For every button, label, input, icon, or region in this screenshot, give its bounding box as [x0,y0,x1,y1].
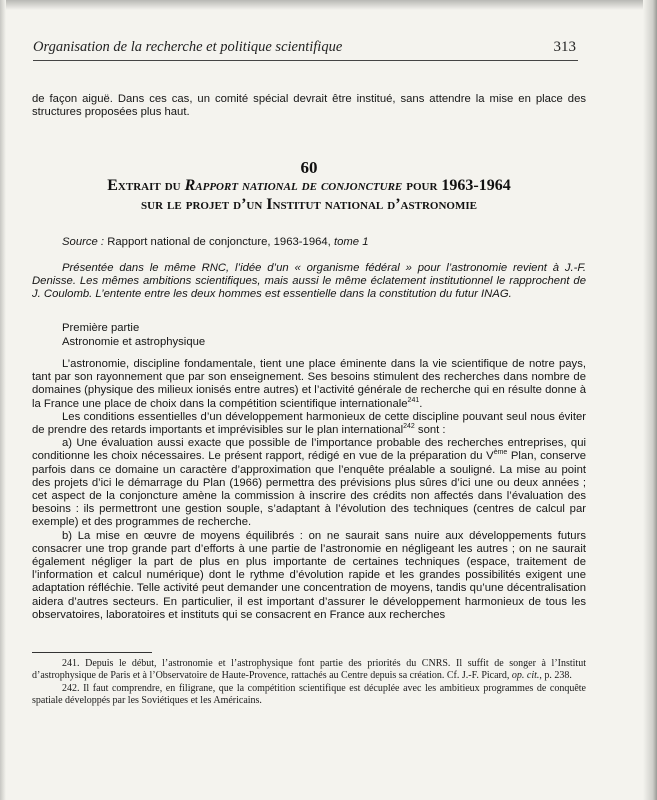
part-subtitle: Astronomie et astrophysique [62,335,206,348]
paragraph-1-text: L’astronomie, discipline fondamentale, tient une place éminente dans la vie scientifique de notre pays, tant par son rayonnement que par son enseignement. Ses besoins stimulent des recherches dans nombre de domaines (physique des milieux ionisés entre autres) et l’activité générale de recherche qui en résulte donne à la France une place de choix dans la compétition scientifique internationale [32,358,586,410]
source-line [62,236,369,248]
page-number: 313 [553,39,576,55]
continuation-paragraph: de façon aiguë. Dans ces cas, un comité spécial devrait être institué, sans attendre la mise en place des structures proposées plus haut. [32,93,586,119]
footnote-241-citation: op. cit. [511,670,540,682]
source-text: Rapport national de conjoncture, 1963-1964, [104,236,334,248]
paragraph-2 [32,411,586,437]
footnote-ref-241: 241 [407,396,420,404]
running-title: Organisation de la recherche et politique scientifique [33,39,343,55]
paragraph-2-text: Les conditions essentielles d’un développement harmonieux de cette discipline pouvant seul nous éviter de prendre des retards importants et imprévisibles sur le plan international [32,410,586,437]
editorial-introduction: Présentée dans le même RNC, l’idée d’un « organisme fédéral » pour l’astronomie revient à J.-F. Denisse. Les mêmes ambitions scientifiques, mais aussi le même éclatement institutionnel le rapprochent de J. Coulomb. L’entente entre les deux hommes est essentielle dans la constitution du futur INAG. [32,262,586,301]
source-label: Source : [62,236,105,248]
paragraph-a-text: a) Une évaluation aussi exacte que possible de l’importance probable des recherches entreprises, qui conditionne les choix nécessaires. Le présent rapport, rédigé en vue de la préparation du V [32,437,586,463]
scan-shadow-right [643,0,657,800]
footnote-241-page: , p. 238. [539,670,572,682]
footnote-241 [32,658,586,683]
part-title: Première partie [62,322,140,334]
footnote-ref-242: 242 [403,423,415,431]
document-number: 60 [300,158,318,177]
footnotes [32,658,586,707]
paragraph-b: b) La mise en œuvre de moyens équilibrés : on ne saurait sans nuire aux développements futurs consacrer une trop grande part d’efforts à une partie de l’astronomie en négligeant les autres ; on ne saurait également négliger la part de plus en plus importante de certaines techniques (espace, traitement de l’information et calcul numérique) dont le rythme d’évolution rapide et les grandes possibilités exigent une adaptation réfléchie. Telle activité peut demander une concentration de moyens, tandis qu’une décentralisation aidera d’autres secteurs. En particulier, il est important d’assurer le développement harmonieux de tous les observatoires, laboratoires et instituts qui se consacrent en France aux recherches [32,529,586,621]
title-subject: sur le projet d’un Institut national d’astronomie [141,196,477,213]
main-text [32,358,586,622]
title-prefix: Extrait du [107,177,185,194]
paragraph-a [32,437,586,529]
footnote-divider [32,652,152,653]
paragraph-2-end: sont : [414,424,446,437]
scan-shadow-left [0,0,6,800]
running-header [33,38,578,61]
footnote-242: 242. Il faut comprendre, en filigrane, que la compétition scientifique est décuplée avec les ambitieux programmes de conquête spatiale développés par les Soviétiques et les Américains. [32,682,586,706]
footnote-241-text: 241. Depuis le début, l’astronomie et l’astrophysique font partie des priorités du CNRS. Il suffit de songer à l’Institut d’astrophysique de Paris et à l’Observatoire de Haute-Provence, rattachés au Centre depuis sa création. Cf. J.-F. Picard, [32,658,586,682]
paragraph-1 [32,358,586,411]
source-tome: tome 1 [333,236,369,248]
paragraph-a-rest: Plan, conserve parfois dans ce domaine un caractère d’approximation que l’enquête préalable a souligné. La mise au point des projets d’ici le démarrage du Plan (1966) permettra des prévisions plus sûres d’ici une ou deux années ; cet aspect de la conjoncture amène la commission à inscrire des crédits non affectés dans l’évaluation des besoins : ils permettront une gestion souple, s’adaptant à l’évolution des techniques (centres de calcul par exemple) et des programmes de recherche. [32,450,586,529]
title-years: pour 1963-1964 [402,177,511,194]
title-report-name: Rapport national de conjoncture [184,177,403,194]
document-title [32,176,586,214]
paragraph-1-end: . [419,397,423,410]
scan-shadow-top [0,0,657,10]
part-heading [62,322,205,349]
ordinal-superscript: ème [493,449,508,457]
